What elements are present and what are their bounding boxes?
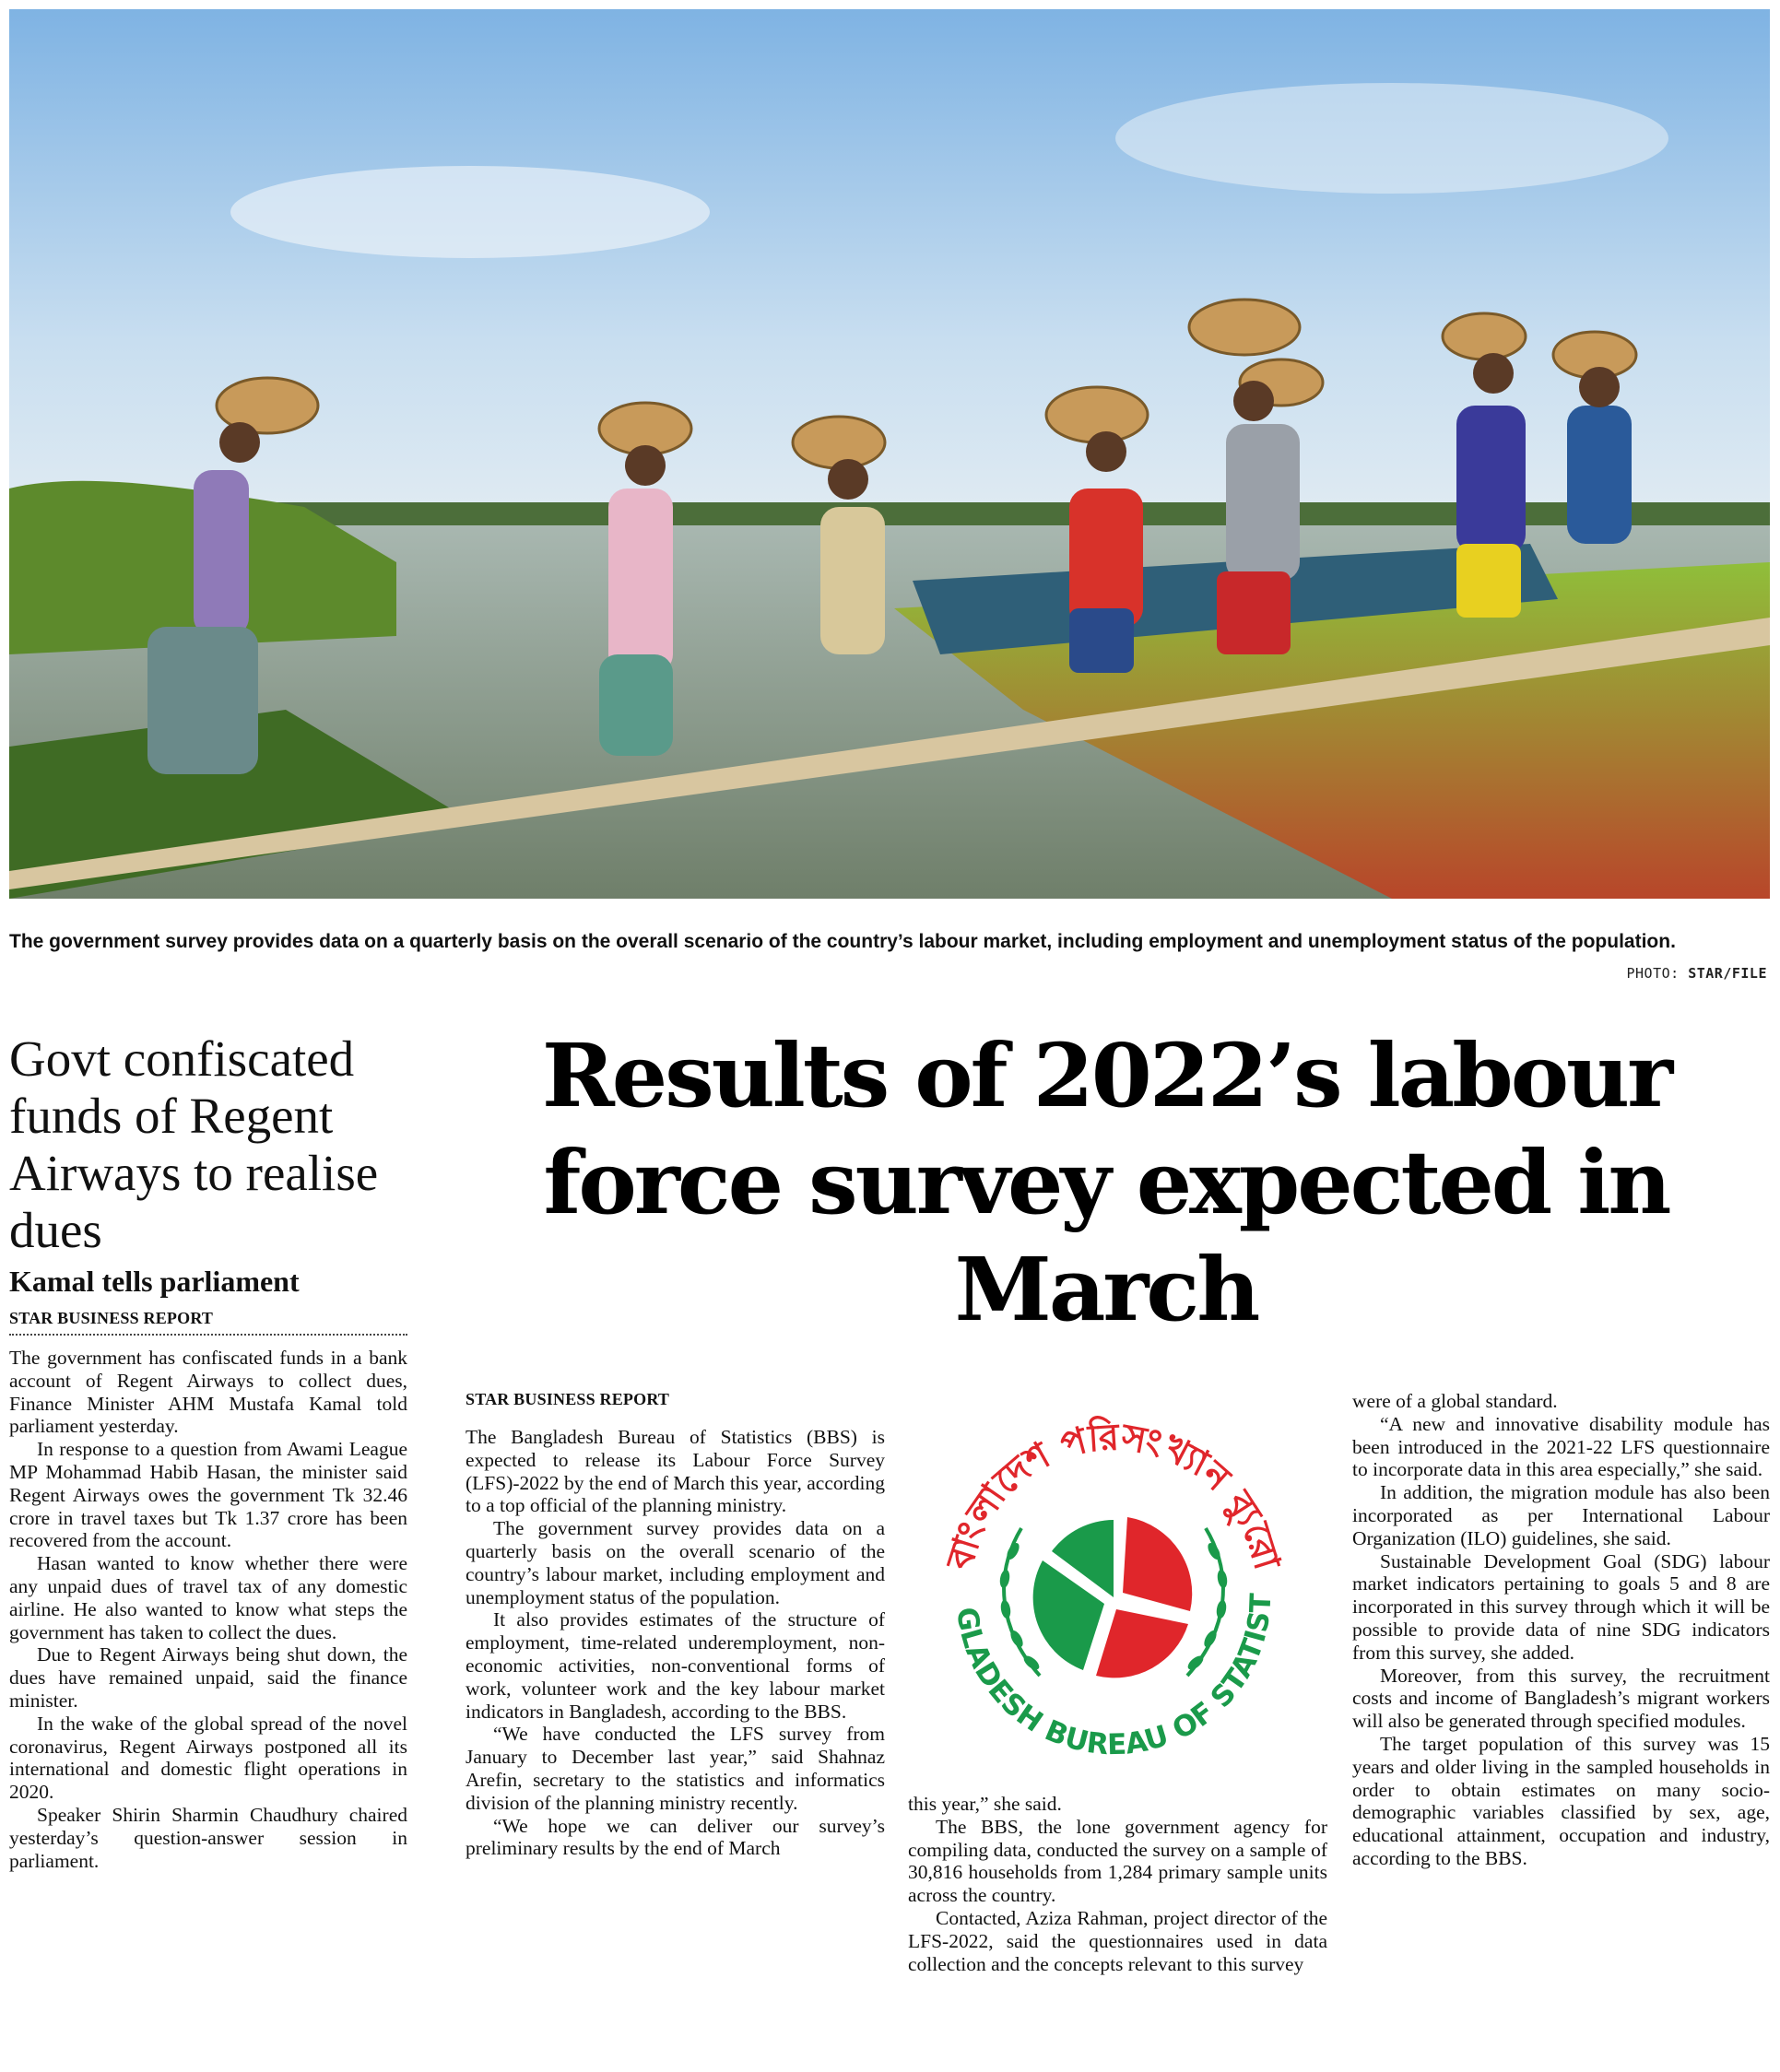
english-text-path: GLADESH BUREAU OF STATIST bbox=[949, 1592, 1279, 1762]
column-body bbox=[1352, 1390, 1770, 1870]
paragraph: The Bangladesh Bureau of Statistics (BBS) is expected to release its Labour Force Survey (LFS)-2022 by the end of March this year, according to a top official of the planning ministry. bbox=[466, 1426, 885, 1517]
paragraph: Moreover, from this survey, the recruitment costs and income of Bangladesh’s migrant workers will also be generated through specified modules. bbox=[1352, 1664, 1770, 1733]
side-story bbox=[9, 1030, 407, 1872]
column-body bbox=[466, 1426, 885, 1860]
paragraph: In addition, the migration module has also been incorporated as per International Labour Organization (ILO) guidelines, she said. bbox=[1352, 1481, 1770, 1549]
main-story-column-1 bbox=[466, 1390, 885, 1860]
side-story-body bbox=[9, 1347, 407, 1872]
bbs-logo bbox=[915, 1399, 1312, 1786]
credit-source: STAR/FILE bbox=[1688, 965, 1767, 982]
news-photo bbox=[9, 9, 1770, 899]
main-story-column-2 bbox=[908, 1793, 1327, 1975]
main-headline[interactable]: Results of 2022’s labour force survey expected in March bbox=[541, 1025, 1671, 1341]
paragraph: Hasan wanted to know whether there were any unpaid dues of travel tax of any domestic airline. He also wanted to know what steps the government has taken to collect the dues. bbox=[9, 1552, 407, 1643]
paragraph: The government survey provides data on a quarterly basis on the overall scenario of the country’s labour market, including employment and unemployment status of the population. bbox=[466, 1517, 885, 1608]
bbs-logo-emblem bbox=[915, 1399, 1312, 1786]
photo-caption: The government survey provides data on a quarterly basis on the overall scenario of the country’s labour market, including employment and unemployment status of the population. bbox=[9, 931, 1676, 952]
paragraph: “A new and innovative disability module has been introduced in the 2021-22 LFS questionnaire to incorporate data in this area especially,” she said. bbox=[1352, 1412, 1770, 1481]
paragraph: Contacted, Aziza Rahman, project director of the LFS-2022, said the questionnaires used in data collection and the concepts relevant to this survey bbox=[908, 1906, 1327, 1975]
paragraph: It also provides estimates of the structure of employment, time-related underemployment, non-economic activities, non-conventional forms of work, volunteer work and the key labour market indicators in Bangladesh, according to the BBS. bbox=[466, 1608, 885, 1723]
paragraph: “We hope we can deliver our survey’s preliminary results by the end of March bbox=[466, 1814, 885, 1860]
paragraph: In response to a question from Awami League MP Mohammad Habib Hasan, the minister said Regent Airways owes the government Tk 32.46 crore in travel taxes but Tk 1.37 crore has been recovered from the account. bbox=[9, 1438, 407, 1552]
labourers-river-photo bbox=[9, 9, 1770, 899]
credit-prefix: PHOTO: bbox=[1626, 965, 1680, 982]
paragraph: Sustainable Development Goal (SDG) labour market indicators pertaining to goals 5 and 8 are incorporated in this survey through which it will be possible to provide data of nine SDG indicators from this survey, she added. bbox=[1352, 1549, 1770, 1664]
main-story-column-3 bbox=[1352, 1390, 1770, 1870]
side-story-headline[interactable]: Govt confiscated funds of Regent Airways to realise dues bbox=[9, 1030, 379, 1258]
side-story-subhead: Kamal tells parliament bbox=[9, 1265, 300, 1298]
column-body bbox=[908, 1793, 1327, 1975]
paragraph: this year,” she said. bbox=[908, 1793, 1062, 1815]
paragraph: The target population of this survey was 15 years and older living in the sampled households in order to obtain estimates on many socio-demographic variables classified by sex, age, educational attainment, occupation and industry, according to the BBS. bbox=[1352, 1732, 1770, 1869]
paragraph: The BBS, the lone government agency for compiling data, conducted the survey on a sample of 30,816 households from 1,284 primary sample units across the country. bbox=[908, 1815, 1327, 1907]
side-story-byline: STAR BUSINESS REPORT bbox=[9, 1309, 407, 1336]
paragraph: In the wake of the global spread of the novel coronavirus, Regent Airways postponed all its international and domestic flight operations in 2020. bbox=[9, 1712, 407, 1804]
pie-chart-icon bbox=[1033, 1517, 1193, 1678]
bengali-text-path: বাংলাদেশ পরিসংখ্যান ব্যুরো bbox=[938, 1416, 1289, 1575]
photo-credit bbox=[1627, 965, 1768, 982]
paragraph: were of a global standard. bbox=[1352, 1390, 1558, 1412]
paragraph: “We have conducted the LFS survey from January to December last year,” said Shahnaz Arefin, secretary to the statistics and informatics division of the planning ministry recently. bbox=[466, 1723, 885, 1814]
paragraph: Due to Regent Airways being shut down, the dues have remained unpaid, said the finance minister. bbox=[9, 1643, 407, 1712]
paragraph: Speaker Shirin Sharmin Chaudhury chaired yesterday’s question-answer session in parliament. bbox=[9, 1803, 407, 1872]
main-story-byline: STAR BUSINESS REPORT bbox=[466, 1390, 670, 1408]
paragraph: The government has confiscated funds in a bank account of Regent Airways to collect dues, Finance Minister AHM Mustafa Kamal told parliament yesterday. bbox=[9, 1347, 407, 1438]
